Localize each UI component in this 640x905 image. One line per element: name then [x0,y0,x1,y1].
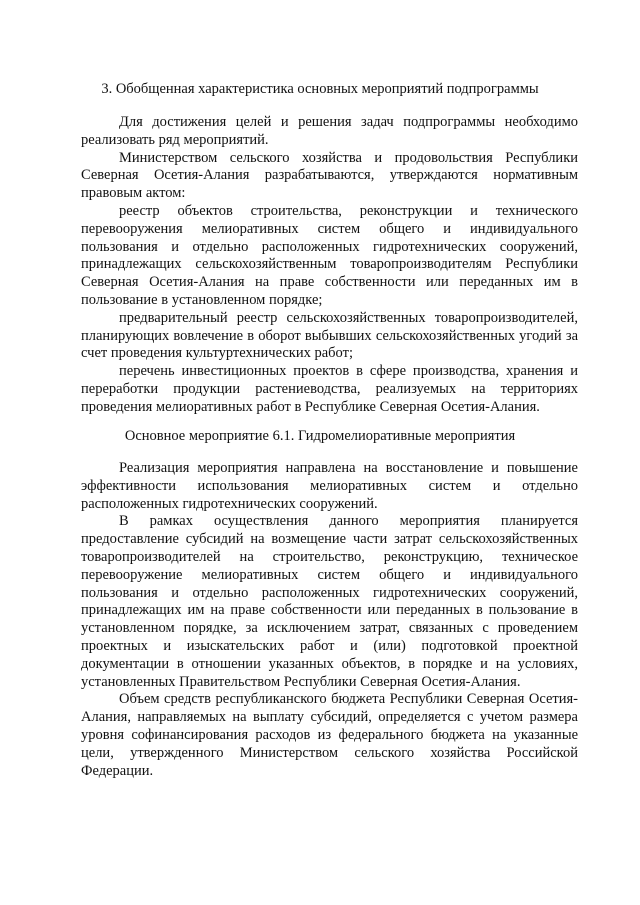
paragraph-activity-goal: Реализация мероприятия направлена на восстановление и повышение эффективности использования мелиоративных систем и отдельно расположенных гидротехнических сооружений. [81,460,578,512]
paragraph-subsidies: В рамках осуществления данного мероприятия планируется предоставление субсидий на возмещение части затрат сельскохозяйственных товаропроизводителей на строительство, реконструкцию, техническое перевооружение мелиоративных систем общего и индивидуального пользования и отдельно расположенных гидротехнических сооружений, принадлежащих им на праве собственности или переданных в пользование в установленном порядке, за исключением затрат, связанных с проведением проектных и изыскательских работ и (или) подготовкой проектной документации в отношении указанных объектов, в порядке и на условиях, установленных Правительством Республики Северная Осетия-Алания. [81,513,578,690]
paragraph-registry-objects: реестр объектов строительства, реконструкции и технического перевооружения мелиоративных систем общего и индивидуального пользования и отдельно расположенных гидротехнических сооружений, принадлежащих сельскохозяйственным товаропроизводителям Республики Северная Осетия-Алания на праве собственности или переданных им в пользование в установленном порядке; [81,202,578,308]
paragraph-registry-producers: предварительный реестр сельскохозяйственных товаропроизводителей, планирующих вовлечение в оборот выбывших сельскохозяйственных угодий за счет проведения культуртехнических работ; [81,309,578,362]
paragraph-intro: Для достижения целей и решения задач подпрограммы необходимо реализовать ряд мероприятий. [81,114,578,148]
paragraph-ministry: Министерством сельского хозяйства и продовольствия Республики Северная Осетия-Алания разрабатываются, утверждаются нормативным правовым актом: [81,149,578,202]
paragraph-budget: Объем средств республиканского бюджета Республики Северная Осетия-Алания, направляемых на выплату субсидий, определяется с учетом размера уровня софинансирования расходов из федерального бюджета на указанные цели, утвержденного Министерством сельского хозяйства Российской Федерации. [81,691,578,779]
section-body [81,114,578,417]
paragraph-investment-list: перечень инвестиционных проектов в сфере производства, хранения и переработки продукции растениеводства, реализуемых на территориях проведения мелиоративных работ в Республике Северная Осетия-Алания. [81,363,578,415]
section-heading: 3. Обобщенная характеристика основных мероприятий подпрограммы [101,81,539,97]
activity-heading: Основное мероприятие 6.1. Гидромелиоративные мероприятия [124,428,516,444]
activity-body [81,460,578,780]
